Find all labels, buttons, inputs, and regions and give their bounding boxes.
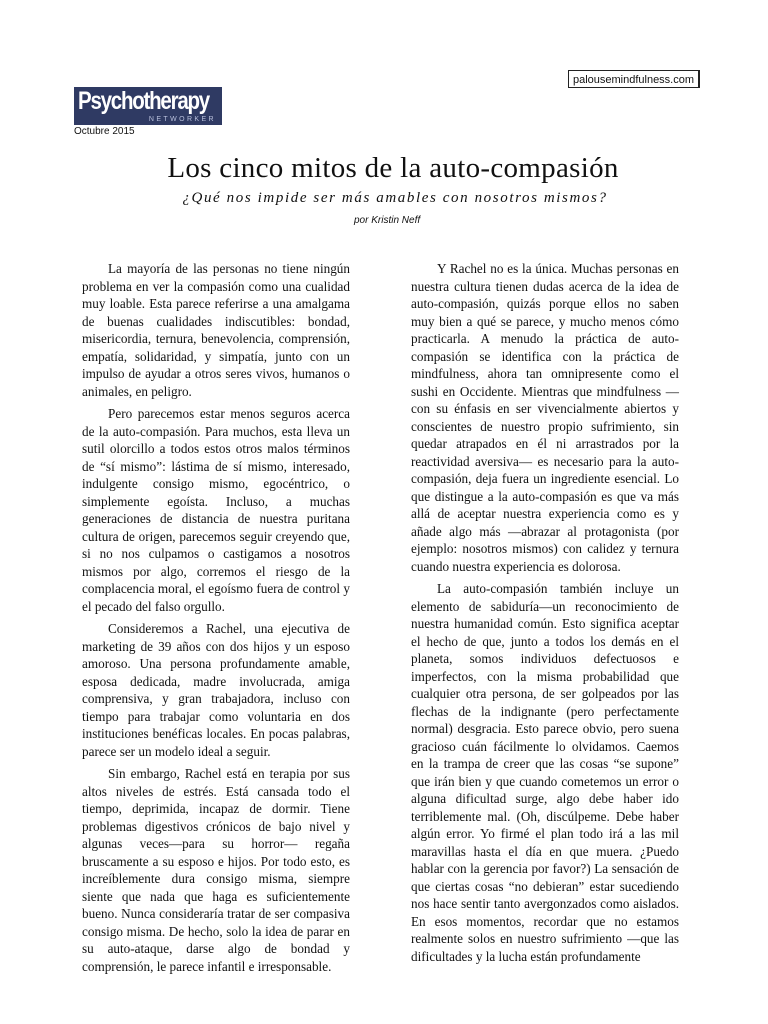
article-title: Los cinco mitos de la auto-compasión [167,152,619,184]
left-column [82,260,350,980]
logo-wordmark: Psychotherapy [78,87,209,115]
paragraph: Sin embargo, Rachel está en terapia por sus altos niveles de estrés. Está cansada todo el tiempo, deprimida, incapaz de dormir. Tiene problemas digestivos crónicos de bajo nivel y algunas veces—para su horror— regaña bruscamente a su esposo e hijos. Por todo esto, es increíblemente dura consigo misma, siempre siente que nada que haga es suficientemente bueno. Nunca consideraría tratar de ser compasiva consigo misma. De hecho, solo la idea de parar en su auto-ataque, darse algo de bondad y comprensión, le parece infantil e irresponsable. [82,766,350,974]
paragraph: La auto-compasión también incluye un elemento de sabiduría—un reconocimiento de nuestra humanidad común. Esto significa aceptar el hecho de que, junto a todos los demás en el planeta, somos individuos defectuosos e imperfectos, con la misma probabilidad que cualquier otra persona, de ser golpeados por las flechas de la indignante (pero perfectamente normal) desgracia. Esto parece obvio, pero suena gracioso cuán fácilmente lo olvidamos. Caemos en la trampa de creer que las cosas “se supone” que irán bien y que cuando cometemos un error o alguna dificultad surge, algo debe haber ido terriblemente mal. (Oh, discúlpeme. Debe haber algún error. Yo firmé el plan todo irá a las mil maravillas hasta el día en que muera. ¿Puedo hablar con la gerencia por favor?) La sensación de que ciertas cosas “no debieran” estar sucediendo nos hace sentir tanto avergonzados como aislados. En esos momentos, recordar que no estamos realmente solos en nuestro sufrimiento —que las dificultades y la lucha están profundamente [411,581,679,964]
article-byline: por Kristin Neff [354,215,421,226]
source-url: palousemindfulness.com [568,70,700,88]
publication-logo [74,87,222,125]
issue-date: Octubre 2015 [74,126,135,137]
paragraph: Y Rachel no es la única. Muchas personas en nuestra cultura tienen dudas acerca de la idea de auto-compasión, quizás porque ellos no saben muy bien a qué se parece, y mucho menos cómo practicarla. A menudo la práctica de auto-compasión se identifica con la práctica de mindfulness, ahora tan omnipresente como el sushi en Occidente. Mientras que mindfulness —con su énfasis en ser vivencialmente abiertos y conscientes de nuestro propio sufrimiento, sin quedar atrapados en él ni arrastrados por la reactividad aversiva— es necesario para la auto-compasión, deja fuera un ingrediente esencial. Lo que distingue a la auto-compasión es que va más allá de aceptar nuestra experiencia como es y añade algo más —abrazar al protagonista (por ejemplo: nosotros mismos) con calidez y ternura cuando nuestra experiencia es dolorosa. [411,261,679,574]
article-subtitle: ¿Qué nos impide ser más amables con nosotros mismos? [182,190,608,206]
paragraph: La mayoría de las personas no tiene ningún problema en ver la compasión como una cualidad muy loable. Esta parece referirse a una amalgama de buenas cualidades indiscutibles: bondad, misericordia, ternura, benevolencia, comprensión, empatía, solidaridad, y simpatía, junto con un impulso de ayudar a otros seres vivos, humanos o animales, en peligro. [82,261,350,399]
paragraph: Consideremos a Rachel, una ejecutiva de marketing de 39 años con dos hijos y un esposo amoroso. Una persona profundamente amable, esposa dedicada, madre involucrada, amiga comprensiva, y gran trabajadora, incluso con tiempo para trabajar como voluntaria en dos instituciones benéficas locales. En pocas palabras, parece ser un modelo ideal a seguir. [82,621,350,759]
right-column [411,260,679,970]
logo-subtitle: NETWORKER [148,116,216,123]
paragraph: Pero parecemos estar menos seguros acerca de la auto-compasión. Para muchos, esta lleva un sutil olorcillo a todos estos otros malos términos de “sí mismo”: lástima de sí mismo, interesado, indulgente consigo mismo, egocéntrico, o simplemente egoísta. Incluso, a muchas generaciones de distancia de nuestra puritana cultura de origen, parecemos seguir creyendo que, si no nos culpamos o castigamos a nosotros mismos por algo, corremos el riesgo de la complacencia moral, el egoísmo fuera de control y el pecado del falso orgullo. [82,406,350,614]
